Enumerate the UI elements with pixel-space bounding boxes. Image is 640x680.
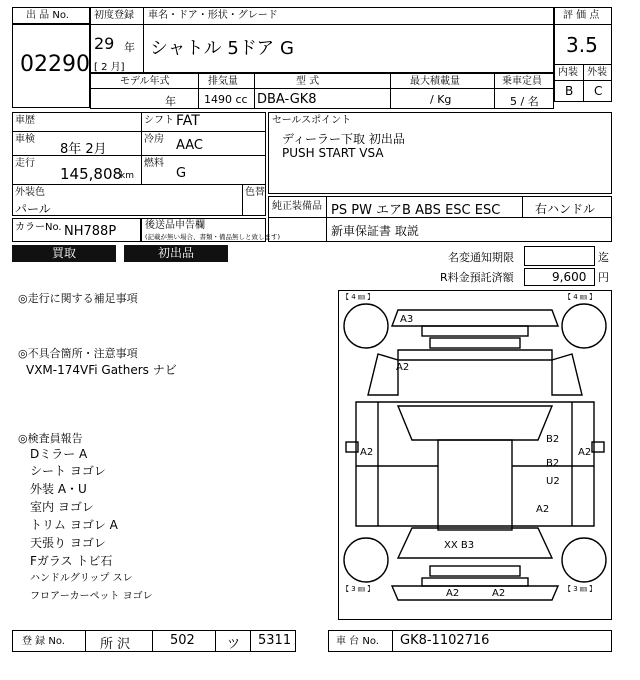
defects-line: VXM-174VFi Gathers ナビ bbox=[26, 363, 177, 377]
driving-remarks-title: ◎走行に関する補足事項 bbox=[18, 292, 138, 305]
max-load: / Kg bbox=[430, 93, 452, 106]
inspection-value: 8年 2月 bbox=[60, 142, 107, 157]
first-reg-year: 29 bbox=[94, 34, 115, 53]
model-year-label: モデル年式 bbox=[120, 76, 170, 87]
capacity-label: 乗車定員 bbox=[502, 76, 542, 87]
tire-rear-right: 【 3 ㎜ 】 bbox=[564, 585, 597, 593]
damage-right-door-rear2: U2 bbox=[546, 476, 560, 487]
reg-class: 502 bbox=[170, 633, 195, 648]
sales-point-label: セールスポイント bbox=[272, 115, 352, 126]
front-bumper bbox=[392, 310, 558, 326]
exterior-grade: C bbox=[594, 84, 603, 98]
first-listing-tag: 初出品 bbox=[124, 245, 228, 262]
front-grille bbox=[422, 326, 528, 336]
post-send-note: (記載が無い場合、書類・備品無しと致します) bbox=[145, 233, 281, 241]
first-reg-year-unit: 年 bbox=[124, 41, 135, 54]
exterior-label: 外装 bbox=[587, 67, 607, 78]
name-change-unit: 迄 bbox=[598, 251, 609, 264]
exterior-color-label: 外装色 bbox=[15, 187, 45, 198]
defects-title: ◎不具合箇所・注意事項 bbox=[18, 347, 138, 360]
rear-glass bbox=[398, 528, 552, 558]
handle-side: 右ハンドル bbox=[535, 202, 596, 216]
reg-kana: ツ bbox=[227, 637, 241, 652]
inspector-item: フロアーカーペット ヨゴレ bbox=[30, 591, 153, 602]
hood bbox=[398, 350, 552, 360]
purchase-tag: 買取 bbox=[12, 245, 116, 262]
ac-label: 冷房 bbox=[144, 134, 164, 145]
damage-rear-glass: XX B3 bbox=[444, 540, 475, 551]
first-reg-month: [ 2 月] bbox=[94, 62, 125, 73]
name-change-box bbox=[524, 246, 595, 266]
name-change-label: 名変通知期限 bbox=[448, 251, 514, 264]
front-left-wheel bbox=[344, 304, 388, 348]
color-no-label: カラーNo. bbox=[15, 222, 62, 233]
damage-front-fender: A2 bbox=[396, 362, 410, 373]
windshield bbox=[398, 406, 552, 440]
recycle-label: R料金預託済額 bbox=[440, 271, 514, 284]
front-plate bbox=[430, 338, 520, 348]
inspector-title: ◎検査員報告 bbox=[18, 432, 83, 445]
sales-point-line2: PUSH START VSA bbox=[282, 146, 384, 160]
color-change-label: 色替 bbox=[245, 187, 265, 198]
damage-right-door-front: B2 bbox=[546, 434, 560, 445]
post-send-label: 後送品申告欄 bbox=[145, 220, 205, 231]
inspector-item: ハンドルグリップ スレ bbox=[30, 573, 133, 584]
exterior-color-value: パール bbox=[15, 202, 51, 216]
first-reg-label: 初度登録 bbox=[94, 10, 134, 21]
interior-grade: B bbox=[565, 84, 574, 98]
fuel-label: 燃料 bbox=[144, 158, 164, 169]
damage-front-bumper: A3 bbox=[400, 314, 414, 325]
damage-left-side: A2 bbox=[360, 447, 374, 458]
inspector-item: 外装 A・U bbox=[30, 482, 87, 496]
car-diagram bbox=[338, 290, 612, 620]
damage-rear-bumper-left: A2 bbox=[446, 588, 460, 599]
displacement: 1490 cc bbox=[204, 93, 248, 106]
fuel-value: G bbox=[176, 166, 187, 181]
model: DBA-GK8 bbox=[257, 92, 317, 107]
car-name: シャトル 5ドア G bbox=[150, 38, 294, 59]
tire-front-right: 【 4 ㎜ 】 bbox=[564, 293, 597, 301]
shift-label: シフト bbox=[144, 115, 174, 126]
recycle-value: 9,600 bbox=[552, 270, 587, 284]
reg-number: 5311 bbox=[258, 633, 292, 648]
inspector-item: Fガラス トビ石 bbox=[30, 554, 113, 568]
damage-rear-bumper-right: A2 bbox=[492, 588, 506, 599]
inspector-item: 室内 ヨゴレ bbox=[30, 500, 94, 514]
front-right-wheel bbox=[562, 304, 606, 348]
reg-label: 登 録 No. bbox=[22, 636, 65, 647]
model-label: 型 式 bbox=[296, 76, 320, 87]
roof bbox=[438, 440, 512, 530]
inspector-item: 天張り ヨゴレ bbox=[30, 536, 106, 550]
rear-plate bbox=[430, 566, 520, 576]
mileage-label: 走行 bbox=[15, 158, 35, 169]
interior-label: 内装 bbox=[558, 67, 578, 78]
ac-value: AAC bbox=[176, 138, 203, 153]
equipment-label: 純正装備品 bbox=[272, 201, 322, 212]
warranty-docs: 新車保証書 取説 bbox=[331, 224, 419, 238]
rear-left-wheel bbox=[344, 538, 388, 582]
rear-right-wheel bbox=[562, 538, 606, 582]
chassis-label: 車 台 No. bbox=[336, 636, 379, 647]
tire-front-left: 【 4 ㎜ 】 bbox=[342, 293, 375, 301]
capacity: 5 / 名 bbox=[510, 95, 539, 108]
sales-point-line1: ディーラー下取 初出品 bbox=[282, 132, 405, 146]
max-load-label: 最大積載量 bbox=[410, 76, 460, 87]
recycle-unit: 円 bbox=[598, 271, 609, 284]
lot-number: 02290 bbox=[20, 52, 90, 77]
inspection-label: 車検 bbox=[15, 134, 35, 145]
mileage-value: 145,808 bbox=[60, 165, 123, 183]
history-label: 車歴 bbox=[15, 115, 35, 126]
shift-value: FAT bbox=[176, 113, 200, 129]
grade-value: 3.5 bbox=[566, 33, 598, 57]
lot-label: 出 品 No. bbox=[26, 10, 69, 21]
damage-rear-quarter: A2 bbox=[536, 504, 550, 515]
inspector-item: シート ヨゴレ bbox=[30, 464, 106, 478]
model-year-unit: 年 bbox=[165, 95, 176, 108]
inspector-item: トリム ヨゴレ A bbox=[30, 518, 118, 532]
grade-label: 評 価 点 bbox=[563, 10, 600, 21]
equipment-items: PS PW エアB ABS ESC ESC bbox=[331, 203, 501, 218]
damage-right-door-rear: B2 bbox=[546, 458, 560, 469]
mileage-unit: km bbox=[120, 171, 134, 181]
rear-garnish bbox=[422, 578, 528, 586]
car-name-label: 車名・ドア・形状・グレード bbox=[148, 10, 278, 21]
displacement-label: 排気量 bbox=[208, 76, 238, 87]
color-no-value: NH788P bbox=[64, 224, 117, 239]
rear-bumper bbox=[392, 586, 558, 600]
damage-right-side: A2 bbox=[578, 447, 592, 458]
reg-area: 所 沢 bbox=[100, 637, 131, 652]
chassis-number: GK8-1102716 bbox=[400, 633, 490, 648]
inspector-item: Dミラー A bbox=[30, 447, 88, 461]
tire-rear-left: 【 3 ㎜ 】 bbox=[342, 585, 375, 593]
